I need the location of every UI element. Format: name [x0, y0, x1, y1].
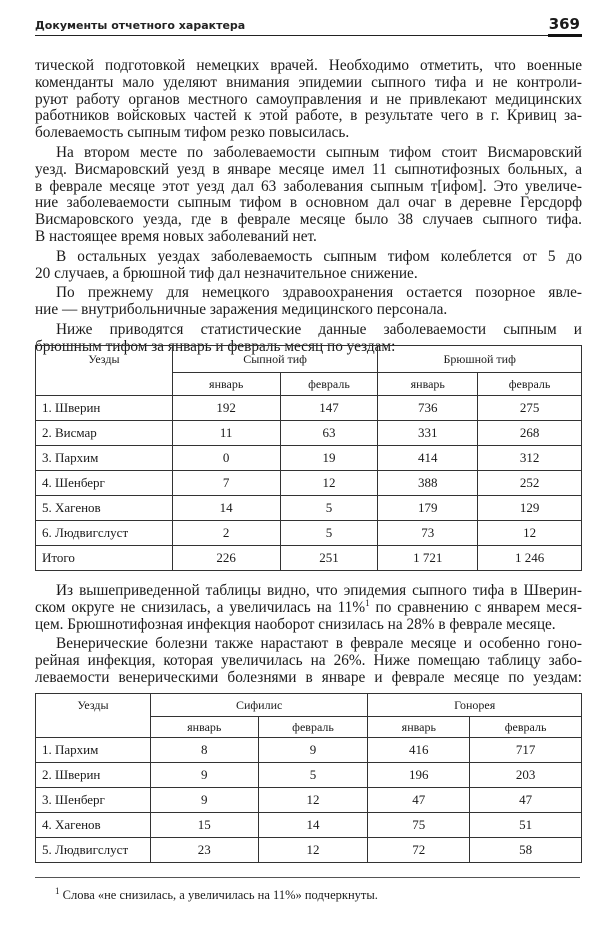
table-row	[36, 763, 582, 788]
district-cell: 3. Пархим	[36, 446, 173, 471]
text-line: коменданты мало уделяют внимания эпидемии сыпного тифа и не контроли-	[35, 73, 582, 91]
value-cell: 73	[378, 521, 478, 546]
group-header: Гонорея	[368, 694, 582, 717]
table-row	[36, 546, 582, 571]
text-line: болеваемость сыпным тифом резко повысилась.	[35, 124, 350, 142]
text-line: в феврале месяце этот уезд дал 63 заболевания сыпным т[ифом]. Это увеличе-	[35, 177, 582, 195]
footnote	[55, 885, 378, 903]
value-cell: 14	[172, 496, 280, 521]
typhus-table	[35, 345, 582, 571]
district-cell: 1. Шверин	[36, 396, 173, 421]
text-line	[35, 597, 582, 617]
value-cell: 5	[280, 496, 378, 521]
text-line: Ниже приводятся статистические данные заболеваемости сыпным и	[56, 320, 582, 338]
subheader: январь	[150, 717, 258, 738]
value-cell: 15	[150, 813, 258, 838]
value-cell: 9	[150, 788, 258, 813]
value-cell: 12	[478, 521, 582, 546]
text-line: 20 случаев, а брюшной тиф дал незначительное снижение.	[35, 264, 418, 282]
value-cell: 51	[470, 813, 582, 838]
value-cell: 19	[280, 446, 378, 471]
value-cell: 196	[368, 763, 470, 788]
value-cell: 9	[150, 763, 258, 788]
text-line: руют работу органов местного самоуправления и не привлекают медицинских	[35, 90, 582, 108]
text-line: Венерические болезни также нарастают в феврале месяце и особенно гоно-	[56, 635, 582, 653]
value-cell: 7	[172, 471, 280, 496]
value-cell: 63	[280, 421, 378, 446]
value-cell: 192	[172, 396, 280, 421]
value-cell: 47	[470, 788, 582, 813]
subheader: январь	[368, 717, 470, 738]
value-cell: 8	[150, 738, 258, 763]
body-text-top	[35, 58, 582, 356]
table-row	[36, 421, 582, 446]
table-row	[36, 396, 582, 421]
paragraph	[35, 145, 582, 246]
text-line: цем. Брюшнотифозная инфекция наоборот снизилась на 28% в феврале месяце.	[35, 615, 556, 633]
value-cell: 58	[470, 838, 582, 863]
value-cell: 416	[368, 738, 470, 763]
running-title: Документы отчетного характера	[35, 19, 246, 32]
table-row	[36, 471, 582, 496]
text-line: леваемости венерическими болезнями в январе и феврале месяце по уездам:	[35, 668, 582, 686]
value-cell: 226	[172, 546, 280, 571]
district-cell: 1. Пархим	[36, 738, 151, 763]
district-cell: Итого	[36, 546, 173, 571]
col-header-districts: Уезды	[36, 694, 151, 738]
col-header-districts: Уезды	[36, 346, 173, 396]
district-cell: 6. Людвигслуст	[36, 521, 173, 546]
district-cell: 5. Людвигслуст	[36, 838, 151, 863]
footnote-rule	[35, 877, 580, 878]
subheader: январь	[172, 373, 280, 396]
text-line: рейная инфекция, которая увеличилась на 26%. Ниже помещаю таблицу забо-	[35, 652, 582, 670]
text-line: В остальных уездах заболеваемость сыпным тифом колеблется от 5 до	[56, 247, 582, 265]
value-cell: 2	[172, 521, 280, 546]
table-row	[36, 521, 582, 546]
value-cell: 12	[280, 471, 378, 496]
venereal-table	[35, 693, 582, 863]
value-cell: 12	[258, 838, 368, 863]
footnote-text: Слова «не снизилась, а увеличилась на 11%» подчеркнуты.	[62, 888, 378, 902]
district-cell: 4. Шенберг	[36, 471, 173, 496]
district-cell: 2. Висмар	[36, 421, 173, 446]
value-cell: 331	[378, 421, 478, 446]
text-line: По прежнему для немецкого здравоохранения остается позорное явле-	[56, 284, 582, 302]
value-cell: 312	[478, 446, 582, 471]
value-cell: 9	[258, 738, 368, 763]
text-line: Висмаровского уезда, где в феврале месяце было 38 случаев сыпного тифа.	[35, 211, 582, 229]
subheader: февраль	[280, 373, 378, 396]
value-cell: 736	[378, 396, 478, 421]
subheader: февраль	[470, 717, 582, 738]
subheader: февраль	[478, 373, 582, 396]
table-row	[36, 496, 582, 521]
value-cell: 388	[378, 471, 478, 496]
group-header: Брюшной тиф	[378, 346, 582, 373]
paragraph	[35, 285, 582, 319]
value-cell: 129	[478, 496, 582, 521]
value-cell: 275	[478, 396, 582, 421]
text-line: работников войсковых частей к этой работе, в результате чего в г. Кривиц за-	[35, 107, 582, 125]
text-span: по сравнению с январем меся-	[369, 598, 582, 616]
value-cell: 1 246	[478, 546, 582, 571]
page-number: 369	[548, 15, 580, 33]
subheader: февраль	[258, 717, 368, 738]
header-rule	[35, 35, 582, 36]
value-cell: 717	[470, 738, 582, 763]
table-row	[36, 446, 582, 471]
subheader: январь	[378, 373, 478, 396]
value-cell: 179	[378, 496, 478, 521]
district-cell: 4. Хагенов	[36, 813, 151, 838]
value-cell: 252	[478, 471, 582, 496]
body-text-middle	[35, 583, 582, 687]
header-rule-mark	[548, 34, 582, 37]
group-header: Сыпной тиф	[172, 346, 378, 373]
text-line: ние заболеваемости сыпным тифом в основном дал очаг в деревне Герсдорф	[35, 194, 582, 212]
table-row	[36, 788, 582, 813]
value-cell: 414	[378, 446, 478, 471]
district-cell: 3. Шенберг	[36, 788, 151, 813]
value-cell: 11	[172, 421, 280, 446]
value-cell: 23	[150, 838, 258, 863]
paragraph	[35, 58, 582, 142]
value-cell: 147	[280, 396, 378, 421]
paragraph	[35, 249, 582, 283]
table-row	[36, 838, 582, 863]
district-cell: 5. Хагенов	[36, 496, 173, 521]
text-line: Из вышеприведенной таблицы видно, что эпидемия сыпного тифа в Шверин-	[56, 582, 582, 599]
text-line: На втором месте по заболеваемости сыпным тифом стоит Висмаровский	[56, 143, 582, 161]
value-cell: 47	[368, 788, 470, 813]
value-cell: 5	[258, 763, 368, 788]
value-cell: 14	[258, 813, 368, 838]
value-cell: 0	[172, 446, 280, 471]
group-header: Сифилис	[150, 694, 368, 717]
footnote-mark: 1	[55, 885, 60, 896]
running-header	[35, 14, 582, 36]
text-span: ском округе не снизилась, а увеличилась на 11%	[35, 598, 366, 616]
value-cell: 268	[478, 421, 582, 446]
table-row	[36, 738, 582, 763]
value-cell: 203	[470, 763, 582, 788]
text-line: ние — внутрибольничные заражения медицинского персонала.	[35, 301, 448, 319]
text-line: В настоящее время новых заболеваний нет.	[35, 227, 317, 245]
text-line: тической подготовкой немецких врачей. Необходимо отметить, что военные	[35, 57, 582, 74]
value-cell: 5	[280, 521, 378, 546]
value-cell: 1 721	[378, 546, 478, 571]
text-line: уезд. Висмаровский уезд в январе месяце имел 11 сыпнотифозных больных, а	[35, 160, 582, 178]
text-line: брюшным тифом за январь и февраль месяц по уездам:	[35, 337, 396, 355]
value-cell: 251	[280, 546, 378, 571]
value-cell: 75	[368, 813, 470, 838]
value-cell: 72	[368, 838, 470, 863]
value-cell: 12	[258, 788, 368, 813]
footnote-ref: 1	[365, 597, 370, 608]
district-cell: 2. Шверин	[36, 763, 151, 788]
table-row	[36, 813, 582, 838]
